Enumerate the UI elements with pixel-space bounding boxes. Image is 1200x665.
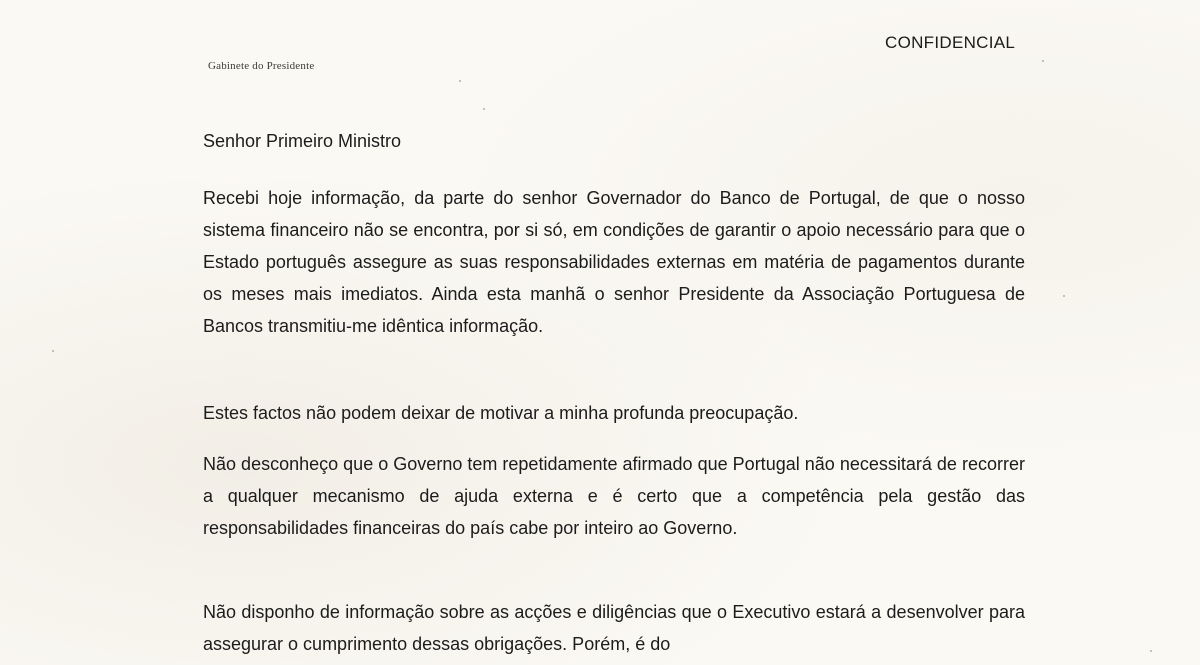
letter-paragraph: Não desconheço que o Governo tem repetidamente afirmado que Portugal não necessitará de recorrer a qualquer mecanismo de ajuda externa e é certo que a competência pela gestão das responsabilidades financeiras do país cabe por inteiro ao Governo. [203,454,1025,538]
paper-speck [483,108,485,110]
letter-paragraph: Não disponho de informação sobre as acções e diligências que o Executivo estará a desenvolver para assegurar o cumprimento dessas obrigações. Porém, é do [203,602,1025,654]
paper-speck [52,350,54,352]
salutation: Senhor Primeiro Ministro [203,131,402,151]
letter-paragraph: Estes factos não podem deixar de motivar a minha profunda preocupação. [203,403,799,423]
paper-speck [1042,60,1044,62]
paper-speck [1063,295,1065,297]
office-letterhead: Gabinete do Presidente [208,60,315,72]
paper-speck [459,80,461,82]
confidential-stamp: CONFIDENCIAL [885,33,1016,52]
paper-speck [1150,650,1152,652]
letter-paragraph: Recebi hoje informação, da parte do senhor Governador do Banco de Portugal, de que o nosso sistema financeiro não se encontra, por si só, em condições de garantir o apoio necessário para que o Estado português assegure as suas responsabilidades externas em matéria de pagamentos durante os meses mais imediatos. Ainda esta manhã o senhor Presidente da Associação Portuguesa de Bancos transmitiu-me idêntica informação. [203,188,1025,336]
